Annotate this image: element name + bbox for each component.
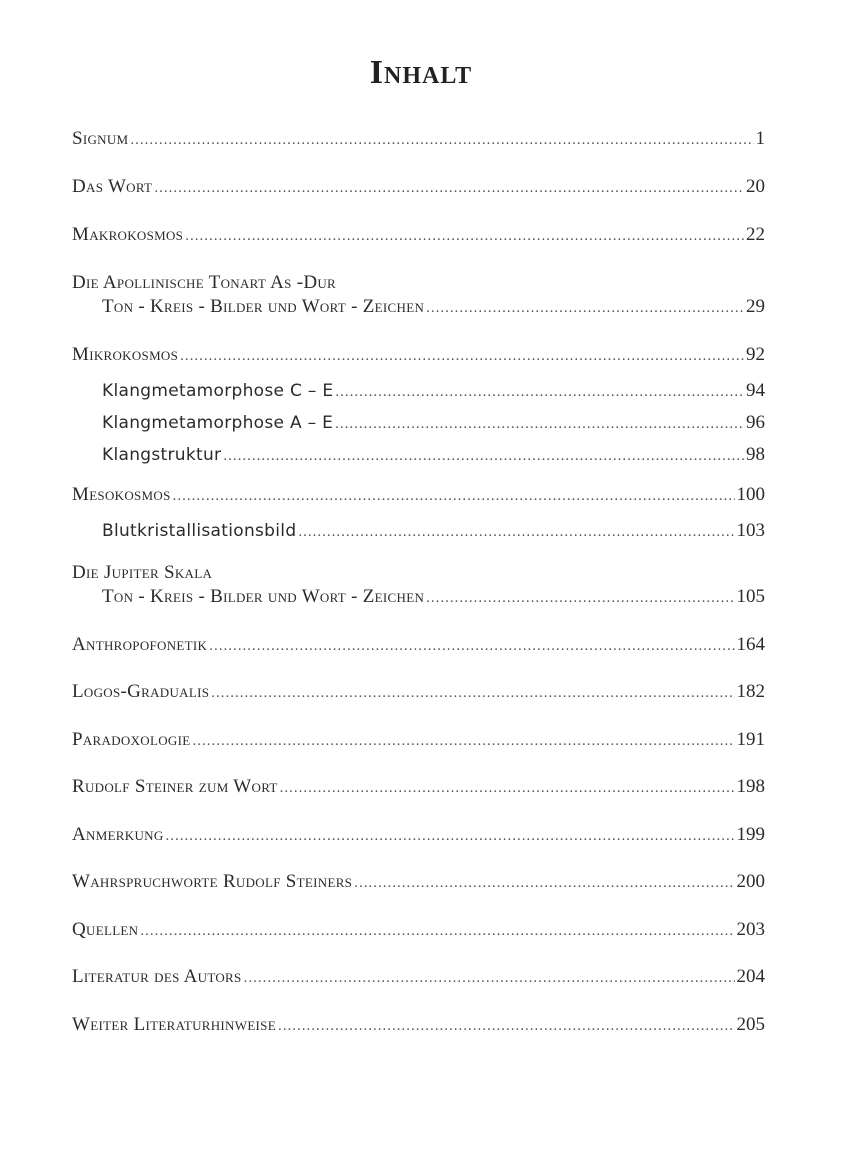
toc-entry-wahrspruchworte[interactable] <box>72 871 765 895</box>
dot-leader <box>278 1018 735 1035</box>
toc-entry-label: Literatur des Autors <box>72 966 242 987</box>
toc-entry-weiter-literaturhinweise[interactable] <box>72 1014 765 1038</box>
toc-entry-ton-kreis-bilder-2[interactable] <box>102 586 765 610</box>
dot-leader <box>335 416 744 433</box>
toc-entry-page: 204 <box>736 966 765 987</box>
toc-entry-page: 94 <box>746 380 765 401</box>
toc-entry-label: Paradoxologie <box>72 729 191 750</box>
dot-leader <box>211 685 734 702</box>
toc-entry-label: Mikrokosmos <box>72 344 179 365</box>
toc-entry-label: Klangstruktur <box>102 445 222 465</box>
toc-entry-page: 100 <box>736 484 765 505</box>
toc-entry-mesokosmos[interactable] <box>72 484 765 508</box>
toc-entry-label: Klangmetamorphose C – E <box>102 381 334 401</box>
toc-entry-page: 105 <box>736 586 765 607</box>
dot-leader <box>223 448 744 465</box>
dot-leader <box>166 828 735 845</box>
toc-entry-page: 29 <box>746 296 765 317</box>
toc-entry-das-wort[interactable] <box>72 176 765 200</box>
toc-entry-page: 98 <box>746 444 765 465</box>
toc-entry-page: 20 <box>746 176 765 197</box>
toc-entry-signum[interactable] <box>72 128 765 152</box>
toc-entry-page: 92 <box>746 344 765 365</box>
toc-entry-label: Ton - Kreis - Bilder und Wort - Zeichen <box>102 586 425 607</box>
toc-entry-literatur-des-autors[interactable] <box>72 966 765 990</box>
toc-entry-mikrokosmos[interactable] <box>72 344 765 368</box>
dot-leader <box>426 300 744 317</box>
toc-entry-anmerkung[interactable] <box>72 824 765 848</box>
toc-entry-klangstruktur[interactable] <box>102 444 765 468</box>
toc-entry-label: Makrokosmos <box>72 224 184 245</box>
toc-entry-page: 164 <box>736 634 765 655</box>
toc-entry-label: Klangmetamorphose A – E <box>102 413 334 433</box>
toc-entry-label: Anthropofonetik <box>72 634 208 655</box>
dot-leader <box>335 384 744 401</box>
toc-entry-ton-kreis-bilder-1[interactable] <box>102 296 765 320</box>
toc-entry-page: 200 <box>736 871 765 892</box>
dot-leader <box>185 228 744 245</box>
toc-entry-blutkristallisationsbild[interactable] <box>102 520 765 544</box>
page-title: Inhalt <box>369 54 473 91</box>
toc-entry-quellen[interactable] <box>72 919 765 943</box>
toc-entry-label: Das Wort <box>72 176 153 197</box>
toc-heading-jupiter-skala: Die Jupiter Skala <box>72 562 213 583</box>
toc-entry-label: Weiter Literaturhinweise <box>72 1014 276 1035</box>
toc-entry-rudolf-steiner-zum-wort[interactable] <box>72 776 765 800</box>
toc-entry-anthropofonetik[interactable] <box>72 634 765 658</box>
toc-heading-apollinische-tonart: Die Apollinische Tonart As -Dur <box>72 272 337 293</box>
toc-entry-page: 22 <box>746 224 765 245</box>
toc-entry-page: 205 <box>736 1014 765 1035</box>
toc-entry-page: 203 <box>736 919 765 940</box>
toc-entry-label: Signum <box>72 128 129 149</box>
toc-entry-label: Rudolf Steiner zum Wort <box>72 776 278 797</box>
toc-entry-label: Logos-Gradualis <box>72 681 210 702</box>
dot-leader <box>180 348 744 365</box>
dot-leader <box>244 970 735 987</box>
toc-entry-logos-gradualis[interactable] <box>72 681 765 705</box>
dot-leader <box>280 780 735 797</box>
toc-entry-label: Quellen <box>72 919 139 940</box>
toc-entry-label: Blutkristallisationsbild <box>102 521 297 541</box>
toc-entry-label: Anmerkung <box>72 824 164 845</box>
toc-entry-makrokosmos[interactable] <box>72 224 765 248</box>
toc-entry-klangmetamorphose-ce[interactable] <box>102 380 765 404</box>
toc-entry-klangmetamorphose-ae[interactable] <box>102 412 765 436</box>
dot-leader <box>426 590 734 607</box>
toc-entry-page: 96 <box>746 412 765 433</box>
toc-entry-label: Ton - Kreis - Bilder und Wort - Zeichen <box>102 296 425 317</box>
toc-entry-page: 103 <box>736 520 765 541</box>
toc-entry-label: Wahrspruchworte Rudolf Steiners <box>72 871 353 892</box>
toc-entry-page: 198 <box>736 776 765 797</box>
toc-entry-label: Mesokosmos <box>72 484 171 505</box>
dot-leader <box>154 180 744 197</box>
toc-entry-page: 191 <box>736 729 765 750</box>
dot-leader <box>130 132 753 149</box>
toc-entry-page: 1 <box>755 128 765 149</box>
dot-leader <box>192 733 734 750</box>
dot-leader <box>354 875 734 892</box>
dot-leader <box>140 923 734 940</box>
dot-leader <box>298 524 734 541</box>
dot-leader <box>173 488 735 505</box>
toc-entry-paradoxologie[interactable] <box>72 729 765 753</box>
dot-leader <box>209 638 734 655</box>
toc-entry-page: 182 <box>736 681 765 702</box>
toc-entry-page: 199 <box>736 824 765 845</box>
